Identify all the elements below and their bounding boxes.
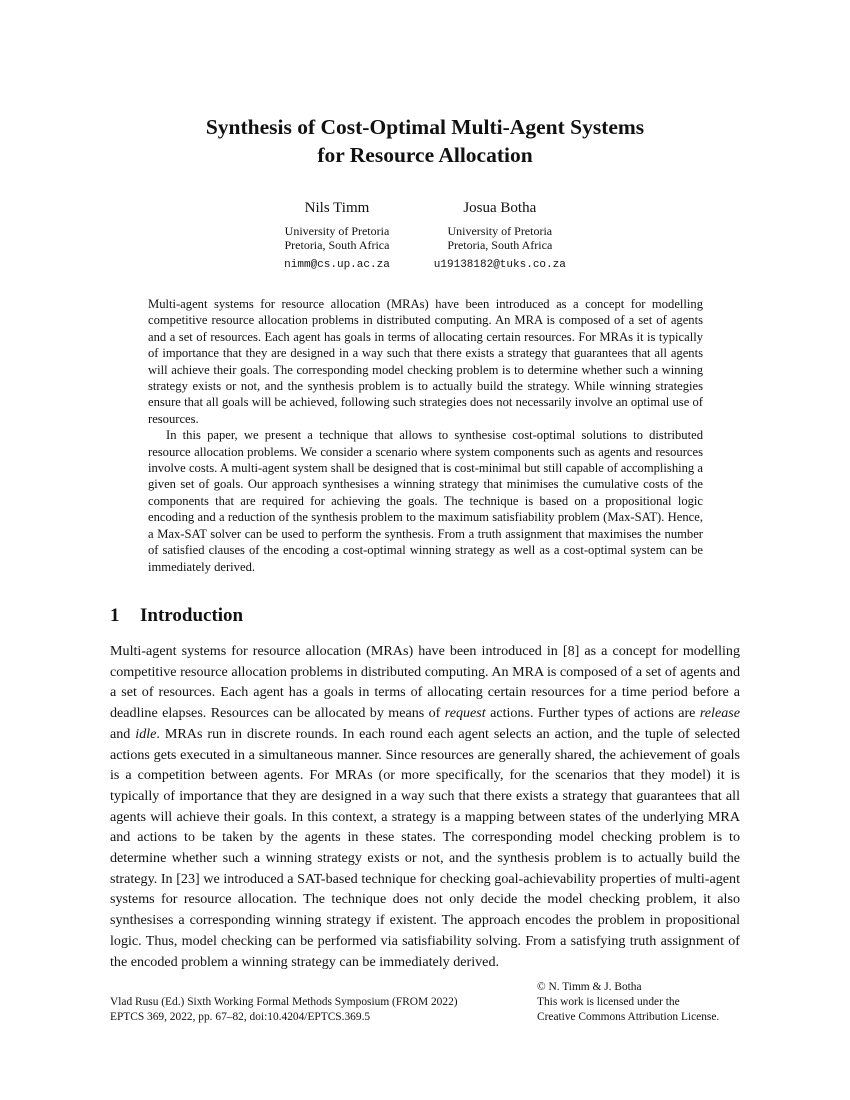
abstract [148, 296, 703, 575]
paper-title [0, 113, 850, 169]
author-affiliation: University of Pretoria [447, 224, 553, 238]
abstract-paragraph-2: In this paper, we present a technique that allows to synthesise cost-optimal solutions to distributed resource allocation problems. We consider a scenario where system components such as agents and resources involve costs. A multi-agent system shall be designed that is cost-minimal but still capable of accomplishing a given set of goals. Our approach synthesises a winning strategy that minimises the cumulative costs of the components that are required for achieving the goals. The technique is based on a propositional logic encoding and a reduction of the synthesis problem to the maximum satisfiability problem (Max-SAT). Hence, a Max-SAT solver can be used to perform the synthesis. From a truth assignment that maximises the number of satisfied clauses of the encoding a cost-optimal winning strategy as well as a cost-optimal system can be immediately derived. [148, 428, 703, 574]
author-location: Pretoria, South Africa [447, 238, 553, 252]
section-number: 1 [110, 605, 120, 626]
section-title: Introduction [140, 605, 244, 626]
author-email: u19138182@tuks.co.za [433, 259, 566, 271]
publication-info [110, 995, 458, 1025]
author-name: Josua Botha [463, 200, 537, 216]
text-run: Multi-agent systems for resource allocation (MRAs) have been introduced in [8] as a concept for modelling competitive resource allocation problems in distributed computing. An MRA is composed of a set of agents and a set of resources. Each agent has a goals in terms of allocating certain resources for a time period before a deadline elapses. Resources can be allocated by means of [110, 643, 740, 722]
emphasis-release: release [699, 705, 740, 722]
author-affiliation: University of Pretoria [284, 224, 390, 238]
author-location: Pretoria, South Africa [284, 238, 390, 252]
introduction-body [110, 641, 740, 972]
emphasis-idle: idle [135, 725, 157, 742]
author-email: nimm@cs.up.ac.za [284, 259, 390, 271]
text-run: and [110, 725, 136, 742]
venue-line: Vlad Rusu (Ed.) Sixth Working Formal Methods Symposium (FROM 2022) [110, 996, 458, 1008]
text-run: . MRAs run in discrete rounds. In each round each agent selects an action, and the tuple of selected actions gets executed in a simultaneous manner. Since resources are generally shared, the achievement of goals is a competition between agents. For MRAs (or more specifically, for the scenarios that they model) it is typically of importance that they are designed in a way such that there exists a strategy that guarantees that all agents will achieve their goals. In this context, a strategy is a mapping between states of the underlying MRA and actions to be taken by the agents in these states. The corresponding model checking problem is to determine whether such a winning strategy exists or not, and the synthesis problem is to actually build the strategy. In [23] we introduced a SAT-based technique for checking goal-achievability properties of multi-agent systems for resource allocation. The technique does not only decide the model checking problem, it also synthesises a corresponding winning strategy if existent. The approach encodes the problem in propositional logic. Thus, model checking can be performed via satisfiability solving. From a satisfying truth assignment of the encoded problem a winning strategy can be immediately derived. [110, 725, 740, 970]
license-line-2: Creative Commons Attribution License. [537, 1011, 720, 1023]
author-1 [284, 198, 390, 271]
section-heading-introduction [110, 605, 243, 627]
emphasis-request: request [444, 705, 486, 722]
copyright-line: © N. Timm & J. Botha [537, 981, 642, 993]
doi-line: EPTCS 369, 2022, pp. 67–82, doi:10.4204/EPTCS.369.5 [110, 1011, 371, 1023]
license-info [537, 980, 719, 1025]
text-run: actions. Further types of actions are [485, 705, 700, 722]
introduction-paragraph [110, 641, 740, 972]
author-name: Nils Timm [304, 200, 370, 216]
title-line-1: Synthesis of Cost-Optimal Multi-Agent Systems [205, 115, 645, 139]
author-block [0, 198, 850, 271]
title-line-2: for Resource Allocation [317, 143, 533, 167]
abstract-paragraph-1: Multi-agent systems for resource allocation (MRAs) have been introduced as a concept for modelling competitive resource allocation problems in distributed computing. An MRA is composed of a set of agents and a set of resources. Each agent has goals in terms of allocating certain resources. For MRAs it is typically of importance that they are designed in a way such that there exists a strategy that guarantees that all agents will achieve their goals. The corresponding model checking problem is to determine whether such a winning strategy exists or not, and the synthesis problem is to actually build the strategy. While winning strategies ensure that all goals will be achieved, following such strategies does not necessarily involve an optimal use of resources. [148, 297, 703, 426]
author-2 [434, 198, 566, 271]
license-line-1: This work is licensed under the [537, 996, 680, 1008]
